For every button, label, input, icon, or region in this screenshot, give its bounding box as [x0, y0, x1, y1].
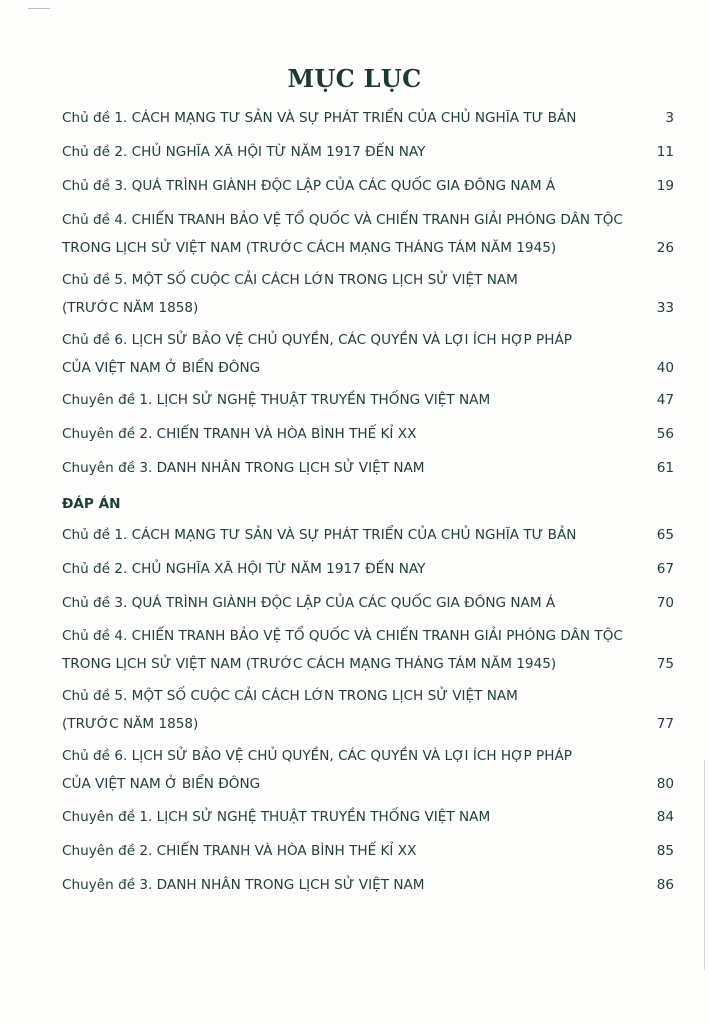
toc-entry-title: Chuyên đề 2. CHIẾN TRANH VÀ HÒA BÌNH THẾ KỈ XX — [62, 426, 417, 442]
answer-entry-title: Chuyên đề 2. CHIẾN TRANH VÀ HÒA BÌNH THẾ KỈ XX — [62, 843, 417, 859]
toc-entry-page: 61 — [656, 460, 674, 476]
toc-entry[interactable] — [62, 172, 674, 200]
toc-entry-page: 11 — [656, 144, 674, 160]
answer-entry-page: 86 — [656, 877, 674, 893]
toc-entry-page: 26 — [656, 240, 674, 256]
toc-entry-page: 47 — [656, 392, 674, 408]
answer-entry[interactable] — [62, 742, 674, 798]
toc-entry[interactable] — [62, 206, 674, 262]
toc-entry-page: 19 — [656, 178, 674, 194]
page-edge-line — [704, 760, 705, 970]
toc-entry[interactable] — [62, 454, 674, 482]
answer-entry-title: Chủ đề 1. CÁCH MẠNG TƯ SẢN VÀ SỰ PHÁT TRIỂN CỦA CHỦ NGHĨA TƯ BẢN — [62, 527, 577, 543]
toc-entry-title: Chủ đề 6. LỊCH SỬ BẢO VỆ CHỦ QUYỀN, CÁC QUYỀN VÀ LỢI ÍCH HỢP PHÁP — [62, 332, 572, 348]
toc-entry[interactable] — [62, 386, 674, 414]
toc-entry-title: Chủ đề 5. MỘT SỐ CUỘC CẢI CÁCH LỚN TRONG LỊCH SỬ VIỆT NAM — [62, 272, 518, 288]
answer-entry[interactable] — [62, 871, 674, 899]
answer-entry-page: 67 — [656, 561, 674, 577]
answer-entry-title: Chuyên đề 1. LỊCH SỬ NGHỆ THUẬT TRUYỀN THỐNG VIỆT NAM — [62, 809, 491, 825]
toc-entry[interactable] — [62, 326, 674, 382]
answer-entry-title: Chuyên đề 3. DANH NHÂN TRONG LỊCH SỬ VIỆT NAM — [62, 877, 425, 893]
toc-entry-page: 40 — [656, 360, 674, 376]
toc-entry-page: 56 — [656, 426, 674, 442]
answer-entry-title: Chủ đề 5. MỘT SỐ CUỘC CẢI CÁCH LỚN TRONG LỊCH SỬ VIỆT NAM — [62, 688, 518, 704]
toc-entry[interactable] — [62, 420, 674, 448]
toc-entry[interactable] — [62, 138, 674, 166]
answer-entry-page: 80 — [656, 776, 674, 792]
answer-entry-page: 75 — [656, 656, 674, 672]
toc-entry-title: Chủ đề 1. CÁCH MẠNG TƯ SẢN VÀ SỰ PHÁT TRIỂN CỦA CHỦ NGHĨA TƯ BẢN — [62, 110, 577, 126]
answer-entry[interactable] — [62, 622, 674, 678]
answers-heading: ĐÁP ÁN — [62, 496, 121, 512]
answer-entry-title: Chủ đề 2. CHỦ NGHĨA XÃ HỘI TỪ NĂM 1917 ĐẾN NAY — [62, 561, 426, 577]
toc-entry-title: Chủ đề 4. CHIẾN TRANH BẢO VỆ TỔ QUỐC VÀ CHIẾN TRANH GIẢI PHÓNG DÂN TỘC — [62, 212, 623, 228]
answer-entry[interactable] — [62, 555, 674, 583]
answer-entry[interactable] — [62, 521, 674, 549]
answer-entry-page: 84 — [656, 809, 674, 825]
answer-entry-title: Chủ đề 6. LỊCH SỬ BẢO VỆ CHỦ QUYỀN, CÁC QUYỀN VÀ LỢI ÍCH HỢP PHÁP — [62, 748, 572, 764]
toc-entry-page: 3 — [665, 110, 674, 126]
toc-entry-page: 33 — [656, 300, 674, 316]
page-title: MỤC LỤC — [287, 64, 422, 93]
toc-entry[interactable] — [62, 266, 674, 322]
scan-mark — [28, 8, 50, 9]
toc-entry[interactable] — [62, 104, 674, 132]
answer-entry-page: 70 — [656, 595, 674, 611]
toc-entry-title-cont: CỦA VIỆT NAM Ở BIỂN ĐÔNG — [62, 360, 261, 376]
answer-entry-title-cont: TRONG LỊCH SỬ VIỆT NAM (TRƯỚC CÁCH MẠNG THÁNG TÁM NĂM 1945) — [62, 656, 557, 672]
answer-entry-title-cont: (TRƯỚC NĂM 1858) — [62, 716, 199, 732]
toc-entry-title: Chủ đề 2. CHỦ NGHĨA XÃ HỘI TỪ NĂM 1917 ĐẾN NAY — [62, 144, 426, 160]
answer-entry-page: 65 — [656, 527, 674, 543]
toc-entry-title: Chuyên đề 3. DANH NHÂN TRONG LỊCH SỬ VIỆT NAM — [62, 460, 425, 476]
answer-entry[interactable] — [62, 589, 674, 617]
answer-entry[interactable] — [62, 837, 674, 865]
answer-entry-title: Chủ đề 3. QUÁ TRÌNH GIÀNH ĐỘC LẬP CỦA CÁC QUỐC GIA ĐÔNG NAM Á — [62, 595, 556, 611]
answer-entry[interactable] — [62, 803, 674, 831]
answer-entry[interactable] — [62, 682, 674, 738]
toc-entry-title-cont: (TRƯỚC NĂM 1858) — [62, 300, 199, 316]
answer-entry-title: Chủ đề 4. CHIẾN TRANH BẢO VỆ TỔ QUỐC VÀ CHIẾN TRANH GIẢI PHÓNG DÂN TỘC — [62, 628, 623, 644]
answer-entry-page: 85 — [656, 843, 674, 859]
toc-entry-title: Chủ đề 3. QUÁ TRÌNH GIÀNH ĐỘC LẬP CỦA CÁC QUỐC GIA ĐÔNG NAM Á — [62, 178, 556, 194]
answer-entry-page: 77 — [656, 716, 674, 732]
toc-entry-title: Chuyên đề 1. LỊCH SỬ NGHỆ THUẬT TRUYỀN THỐNG VIỆT NAM — [62, 392, 491, 408]
answer-entry-title-cont: CỦA VIỆT NAM Ở BIỂN ĐÔNG — [62, 776, 261, 792]
toc-entry-title-cont: TRONG LỊCH SỬ VIỆT NAM (TRƯỚC CÁCH MẠNG THÁNG TÁM NĂM 1945) — [62, 240, 557, 256]
